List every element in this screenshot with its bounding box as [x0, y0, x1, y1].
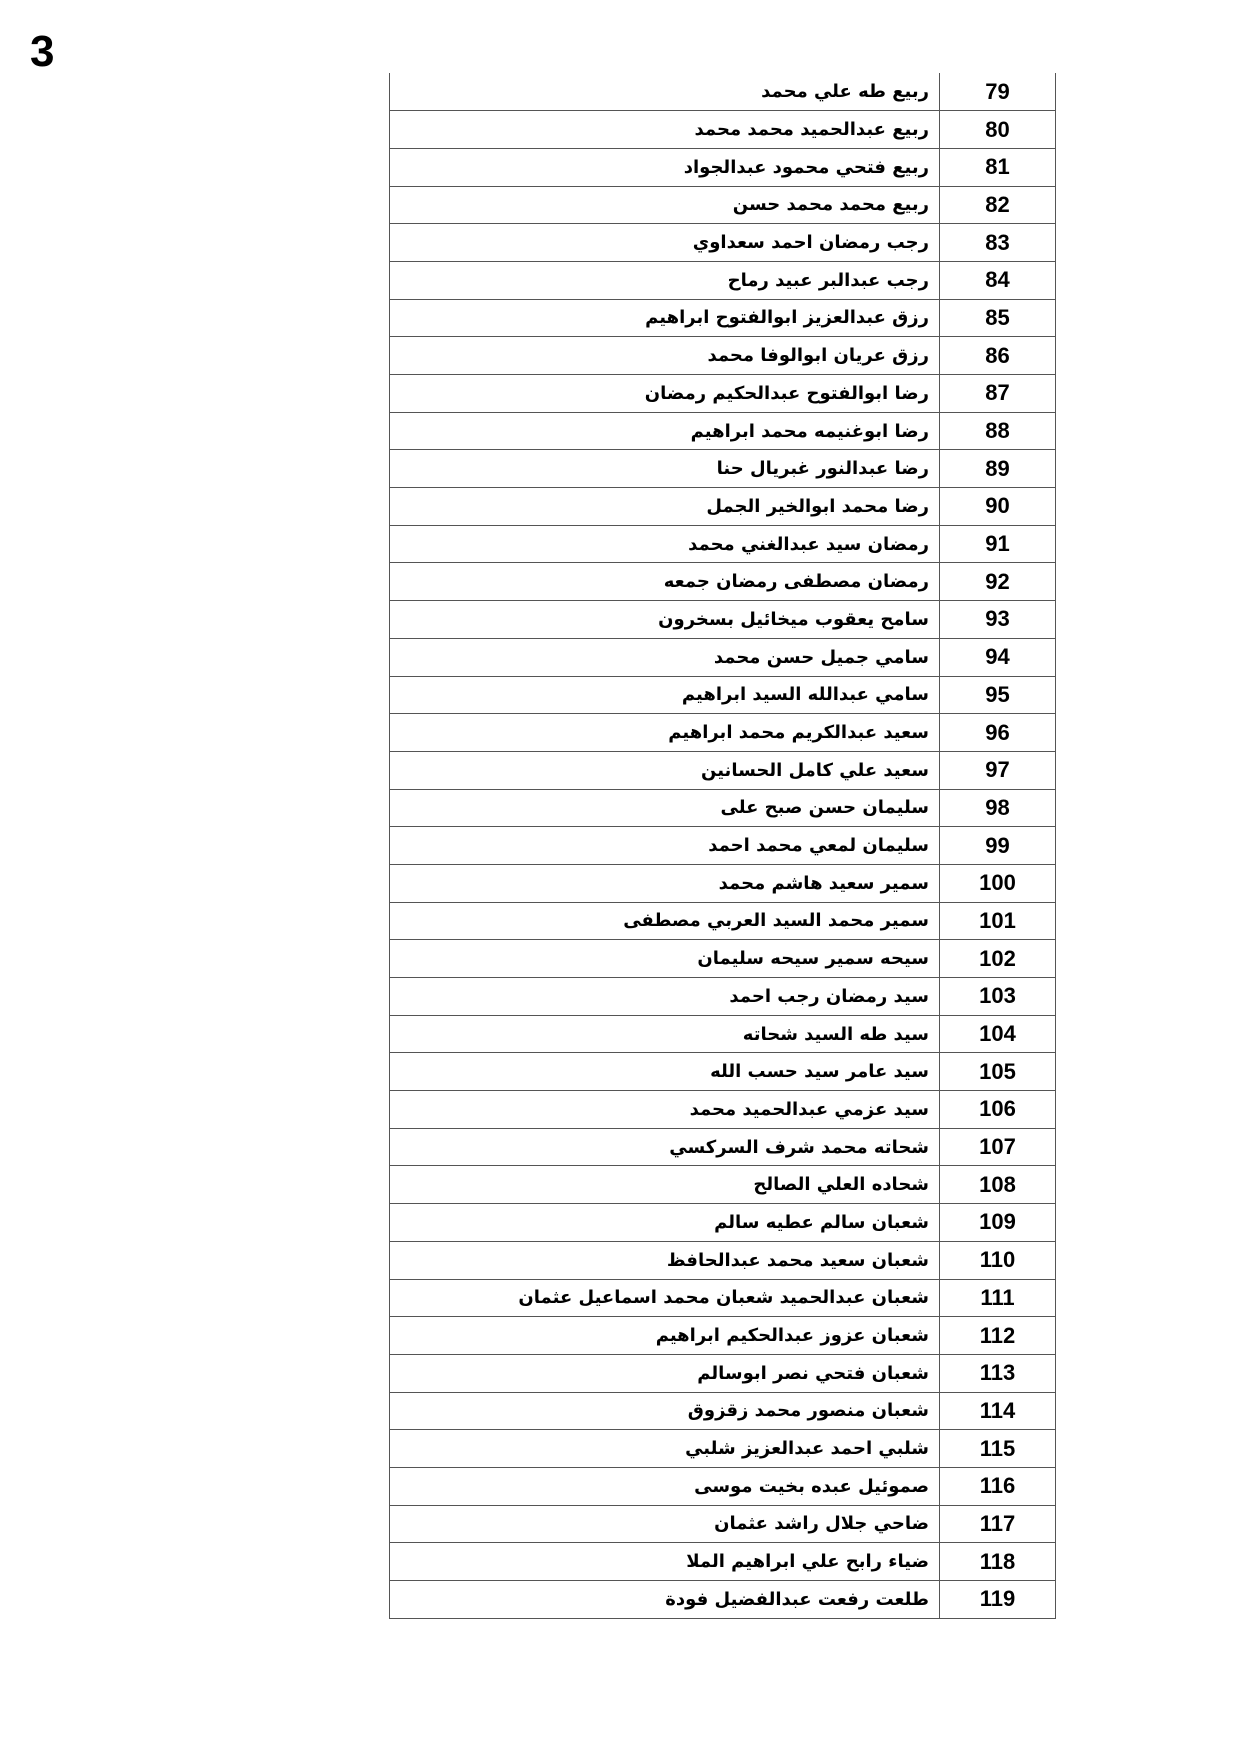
- table-row: [390, 940, 1056, 978]
- name-cell: رضا ابوغنيمه محمد ابراهيم: [390, 412, 940, 450]
- table-row: [390, 1505, 1056, 1543]
- table-row: [390, 1317, 1056, 1355]
- table-row: [390, 1430, 1056, 1468]
- table-row: [390, 1015, 1056, 1053]
- table-row: [390, 73, 1056, 111]
- number-cell: 118: [940, 1543, 1056, 1581]
- number-cell: 92: [940, 563, 1056, 601]
- number-cell: 86: [940, 337, 1056, 375]
- number-cell: 85: [940, 299, 1056, 337]
- name-cell: شعبان سالم عطيه سالم: [390, 1204, 940, 1242]
- number-cell: 94: [940, 638, 1056, 676]
- number-cell: 108: [940, 1166, 1056, 1204]
- name-cell: سعيد علي كامل الحسانين: [390, 751, 940, 789]
- table-row: [390, 1581, 1056, 1619]
- names-table-body: [390, 73, 1056, 1618]
- table-row: [390, 1392, 1056, 1430]
- number-cell: 89: [940, 450, 1056, 488]
- page-number: 3: [30, 27, 55, 76]
- number-cell: 106: [940, 1091, 1056, 1129]
- table-row: [390, 375, 1056, 413]
- name-cell: رضا ابوالفتوح عبدالحكيم رمضان: [390, 375, 940, 413]
- number-cell: 80: [940, 111, 1056, 149]
- name-cell: ضياء رابح علي ابراهيم الملا: [390, 1543, 940, 1581]
- name-cell: سليمان حسن صبح على: [390, 789, 940, 827]
- number-cell: 84: [940, 261, 1056, 299]
- name-cell: سليمان لمعي محمد احمد: [390, 827, 940, 865]
- number-cell: 116: [940, 1467, 1056, 1505]
- table-row: [390, 563, 1056, 601]
- number-cell: 119: [940, 1581, 1056, 1619]
- name-cell: شعبان فتحي نصر ابوسالم: [390, 1354, 940, 1392]
- number-cell: 93: [940, 601, 1056, 639]
- name-cell: شعبان منصور محمد زقزوق: [390, 1392, 940, 1430]
- number-cell: 112: [940, 1317, 1056, 1355]
- name-cell: ربيع طه علي محمد: [390, 73, 940, 111]
- table-row: [390, 751, 1056, 789]
- table-row: [390, 1467, 1056, 1505]
- table-row: [390, 1354, 1056, 1392]
- table-row: [390, 1091, 1056, 1129]
- table-row: [390, 261, 1056, 299]
- name-cell: سيد عامر سيد حسب الله: [390, 1053, 940, 1091]
- table-row: [390, 789, 1056, 827]
- table-row: [390, 1053, 1056, 1091]
- name-cell: رمضان سيد عبدالغني محمد: [390, 525, 940, 563]
- name-cell: شعبان سعيد محمد عبدالحافظ: [390, 1241, 940, 1279]
- table-row: [390, 525, 1056, 563]
- number-cell: 113: [940, 1354, 1056, 1392]
- name-cell: رزق عبدالعزيز ابوالفتوح ابراهيم: [390, 299, 940, 337]
- number-cell: 98: [940, 789, 1056, 827]
- name-cell: سمير محمد السيد العربي مصطفى: [390, 902, 940, 940]
- number-cell: 111: [940, 1279, 1056, 1317]
- table-row: [390, 1279, 1056, 1317]
- number-cell: 117: [940, 1505, 1056, 1543]
- table-row: [390, 902, 1056, 940]
- table-row: [390, 1166, 1056, 1204]
- name-cell: سعيد عبدالكريم محمد ابراهيم: [390, 714, 940, 752]
- name-cell: سيد طه السيد شحاته: [390, 1015, 940, 1053]
- names-table: [389, 73, 1056, 1619]
- table-row: [390, 148, 1056, 186]
- name-cell: شحاده العلي الصالح: [390, 1166, 940, 1204]
- table-row: [390, 864, 1056, 902]
- table-row: [390, 638, 1056, 676]
- table-row: [390, 601, 1056, 639]
- number-cell: 102: [940, 940, 1056, 978]
- name-cell: سيد رمضان رجب احمد: [390, 978, 940, 1016]
- name-cell: شحاته محمد شرف السركسي: [390, 1128, 940, 1166]
- table-row: [390, 224, 1056, 262]
- number-cell: 115: [940, 1430, 1056, 1468]
- name-cell: سامح يعقوب ميخائيل بسخرون: [390, 601, 940, 639]
- name-cell: ربيع فتحي محمود عبدالجواد: [390, 148, 940, 186]
- table-row: [390, 337, 1056, 375]
- name-cell: شعبان عزوز عبدالحكيم ابراهيم: [390, 1317, 940, 1355]
- table-row: [390, 186, 1056, 224]
- table-row: [390, 412, 1056, 450]
- table-row: [390, 299, 1056, 337]
- name-cell: شعبان عبدالحميد شعبان محمد اسماعيل عثمان: [390, 1279, 940, 1317]
- name-cell: رضا عبدالنور غبريال حنا: [390, 450, 940, 488]
- name-cell: صموئيل عبده بخيت موسى: [390, 1467, 940, 1505]
- number-cell: 114: [940, 1392, 1056, 1430]
- table-row: [390, 676, 1056, 714]
- number-cell: 88: [940, 412, 1056, 450]
- table-row: [390, 488, 1056, 526]
- name-cell: رجب عبدالبر عبيد رماح: [390, 261, 940, 299]
- name-cell: رمضان مصطفى رمضان جمعه: [390, 563, 940, 601]
- number-cell: 109: [940, 1204, 1056, 1242]
- number-cell: 105: [940, 1053, 1056, 1091]
- number-cell: 81: [940, 148, 1056, 186]
- number-cell: 107: [940, 1128, 1056, 1166]
- number-cell: 83: [940, 224, 1056, 262]
- name-cell: رجب رمضان احمد سعداوي: [390, 224, 940, 262]
- number-cell: 99: [940, 827, 1056, 865]
- table-row: [390, 111, 1056, 149]
- name-cell: سيحه سمير سيحه سليمان: [390, 940, 940, 978]
- table-row: [390, 1204, 1056, 1242]
- table-row: [390, 827, 1056, 865]
- number-cell: 95: [940, 676, 1056, 714]
- number-cell: 79: [940, 73, 1056, 111]
- number-cell: 82: [940, 186, 1056, 224]
- table-row: [390, 1128, 1056, 1166]
- name-cell: رزق عريان ابوالوفا محمد: [390, 337, 940, 375]
- number-cell: 87: [940, 375, 1056, 413]
- table-row: [390, 1241, 1056, 1279]
- number-cell: 100: [940, 864, 1056, 902]
- number-cell: 96: [940, 714, 1056, 752]
- number-cell: 103: [940, 978, 1056, 1016]
- name-cell: ربيع عبدالحميد محمد محمد: [390, 111, 940, 149]
- name-cell: شلبي احمد عبدالعزيز شلبي: [390, 1430, 940, 1468]
- number-cell: 104: [940, 1015, 1056, 1053]
- name-cell: سامي جميل حسن محمد: [390, 638, 940, 676]
- name-cell: سامي عبدالله السيد ابراهيم: [390, 676, 940, 714]
- table-row: [390, 978, 1056, 1016]
- name-cell: سمير سعيد هاشم محمد: [390, 864, 940, 902]
- table-row: [390, 450, 1056, 488]
- name-cell: ربيع محمد محمد حسن: [390, 186, 940, 224]
- number-cell: 90: [940, 488, 1056, 526]
- name-cell: رضا محمد ابوالخير الجمل: [390, 488, 940, 526]
- table-row: [390, 714, 1056, 752]
- number-cell: 97: [940, 751, 1056, 789]
- name-cell: سيد عزمي عبدالحميد محمد: [390, 1091, 940, 1129]
- number-cell: 91: [940, 525, 1056, 563]
- table-row: [390, 1543, 1056, 1581]
- name-cell: طلعت رفعت عبدالفضيل فودة: [390, 1581, 940, 1619]
- name-cell: ضاحي جلال راشد عثمان: [390, 1505, 940, 1543]
- number-cell: 110: [940, 1241, 1056, 1279]
- number-cell: 101: [940, 902, 1056, 940]
